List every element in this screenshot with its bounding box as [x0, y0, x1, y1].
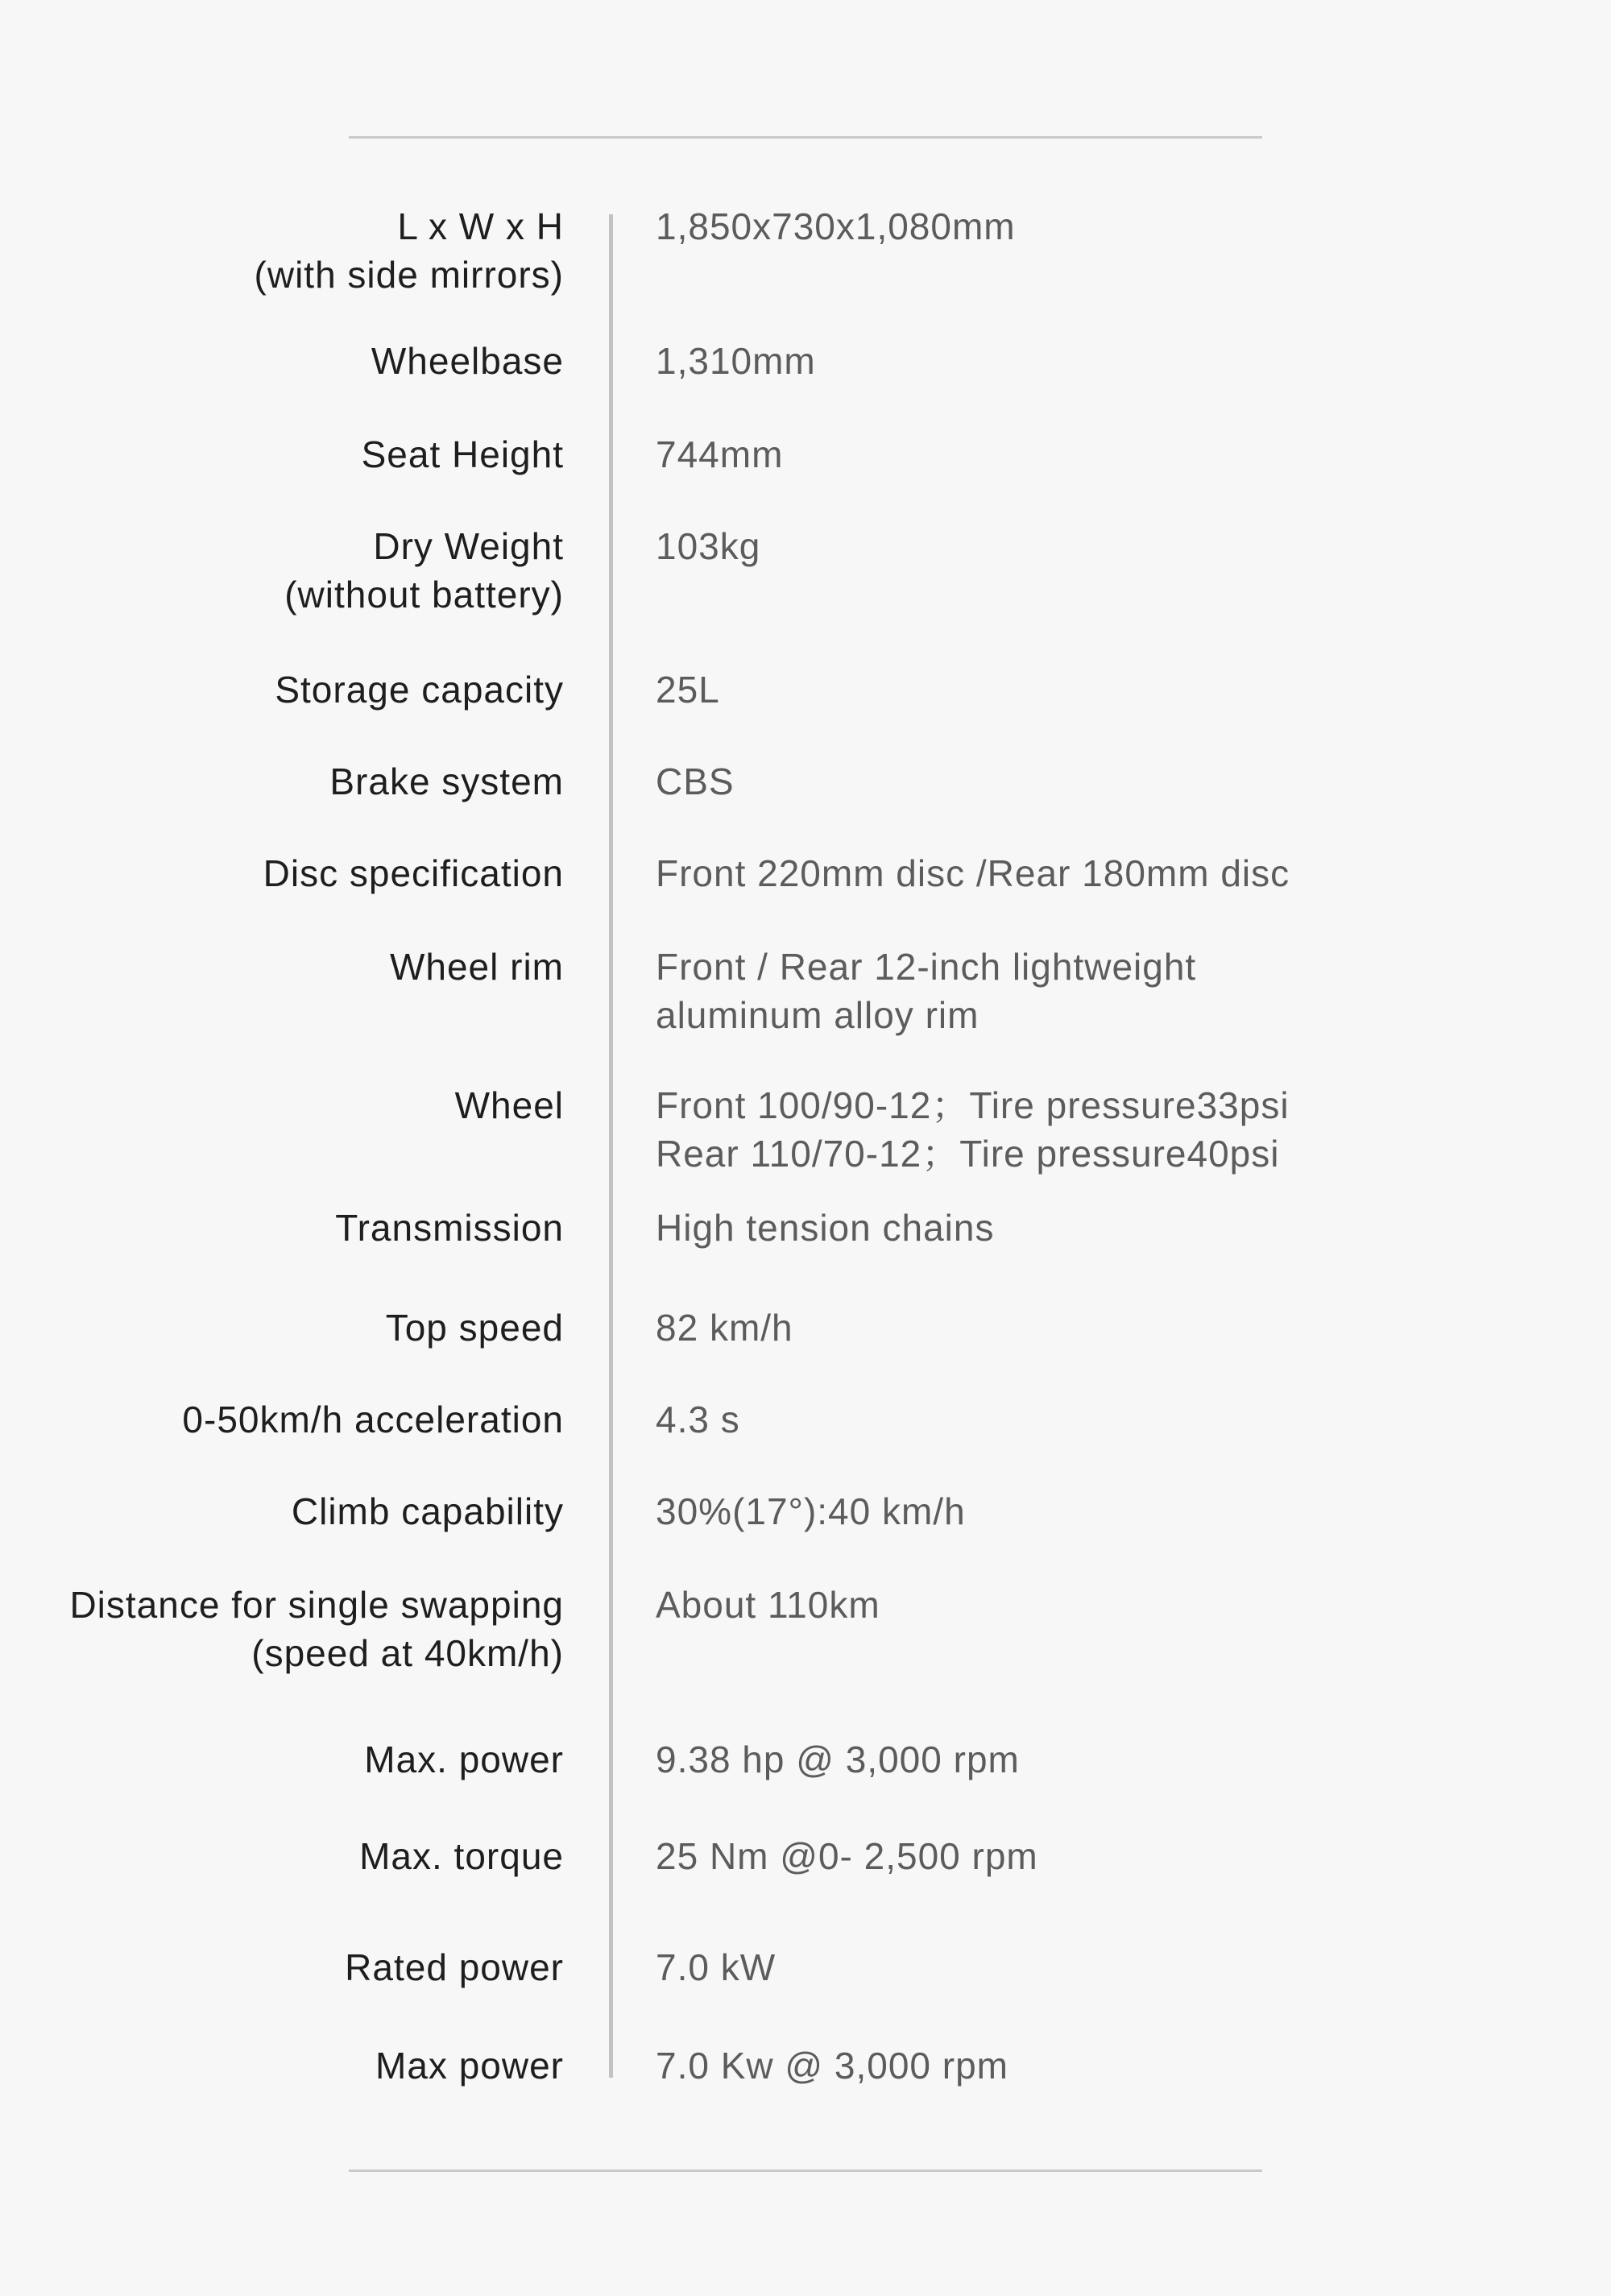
spec-value-line: 7.0 kW	[656, 1946, 777, 1988]
spec-label-line: (speed at 40km/h)	[251, 1632, 564, 1674]
spec-label	[0, 849, 564, 897]
spec-value-line: High tension chains	[656, 1207, 995, 1249]
spec-label-line: Seat Height	[361, 433, 564, 475]
spec-value-line: 103kg	[656, 525, 761, 567]
spec-label	[0, 1735, 564, 1784]
spec-label	[0, 202, 564, 299]
spec-label-line: (with side mirrors)	[254, 254, 564, 296]
spec-value-line: 9.38 hp @ 3,000 rpm	[656, 1739, 1020, 1780]
spec-label-line: Brake system	[329, 760, 564, 802]
bottom-divider-line	[349, 2170, 1262, 2172]
spec-value-line: CBS	[656, 760, 735, 802]
spec-value-line: aluminum alloy rim	[656, 994, 979, 1036]
spec-label-line: Wheel rim	[389, 946, 564, 988]
spec-label	[0, 2041, 564, 2090]
spec-label-line: Wheelbase	[371, 340, 564, 382]
spec-label	[0, 337, 564, 385]
spec-label	[0, 1832, 564, 1880]
spec-label-line: Disc specification	[263, 852, 564, 894]
spec-label-line: Rated power	[345, 1946, 564, 1988]
spec-label-line: 0-50km/h acceleration	[182, 1399, 564, 1440]
spec-label	[0, 757, 564, 806]
spec-value	[656, 665, 1582, 714]
spec-value-line: Rear 110/70-12；Tire pressure40psi	[656, 1133, 1280, 1175]
spec-value-line: Front 100/90-12；Tire pressure33psi	[656, 1084, 1290, 1126]
spec-label	[0, 1581, 564, 1677]
spec-label	[0, 1395, 564, 1444]
spec-value-line: 4.3 s	[656, 1399, 740, 1440]
spec-label-line: Max power	[375, 2045, 564, 2087]
spec-value	[656, 1581, 1582, 1629]
spec-value	[656, 1303, 1582, 1352]
spec-label-line: Distance for single swapping	[69, 1584, 564, 1626]
spec-label	[0, 1487, 564, 1536]
spec-value	[656, 430, 1582, 479]
spec-value	[656, 849, 1582, 897]
spec-label	[0, 1303, 564, 1352]
spec-value-line: 82 km/h	[656, 1307, 793, 1349]
spec-label	[0, 943, 564, 991]
spec-value	[656, 1832, 1582, 1880]
spec-label-line: Climb capability	[291, 1490, 564, 1532]
spec-label-line: Max. torque	[359, 1835, 564, 1877]
spec-value	[656, 1943, 1582, 1991]
spec-label-line: Wheel	[454, 1084, 564, 1126]
spec-value	[656, 1735, 1582, 1784]
spec-value-line: Front / Rear 12-inch lightweight	[656, 946, 1197, 988]
spec-value	[656, 1395, 1582, 1444]
spec-label	[0, 665, 564, 714]
spec-value	[656, 943, 1582, 1039]
spec-value	[656, 337, 1582, 385]
spec-label	[0, 430, 564, 479]
spec-value-line: About 110km	[656, 1584, 880, 1626]
spec-value-line: 7.0 Kw @ 3,000 rpm	[656, 2045, 1008, 2087]
spec-label	[0, 1081, 564, 1129]
spec-value	[656, 1487, 1582, 1536]
spec-value-line: Front 220mm disc /Rear 180mm disc	[656, 852, 1290, 894]
spec-label-line: Storage capacity	[275, 669, 564, 711]
spec-label-line: Transmission	[335, 1207, 564, 1249]
spec-value	[656, 202, 1582, 251]
spec-value-line: 1,310mm	[656, 340, 816, 382]
spec-value	[656, 1081, 1582, 1178]
spec-label-line: L x W x H	[397, 205, 564, 247]
spec-label	[0, 1943, 564, 1991]
spec-value-line: 1,850x730x1,080mm	[656, 205, 1016, 247]
spec-value	[656, 2041, 1582, 2090]
spec-label-line: Top speed	[385, 1307, 564, 1349]
spec-label	[0, 522, 564, 619]
spec-value	[656, 1204, 1582, 1252]
spec-value-line: 30%(17°):40 km/h	[656, 1490, 966, 1532]
spec-label	[0, 1204, 564, 1252]
spec-value-line: 25 Nm @0- 2,500 rpm	[656, 1835, 1038, 1877]
spec-value-line: 744mm	[656, 433, 784, 475]
column-divider	[609, 214, 613, 2078]
spec-label-line: (without battery)	[284, 574, 564, 615]
spec-label-line: Dry Weight	[373, 525, 564, 567]
spec-value	[656, 522, 1582, 570]
top-divider-line	[349, 136, 1262, 139]
spec-label-line: Max. power	[364, 1739, 564, 1780]
spec-value	[656, 757, 1582, 806]
spec-value-line: 25L	[656, 669, 720, 711]
